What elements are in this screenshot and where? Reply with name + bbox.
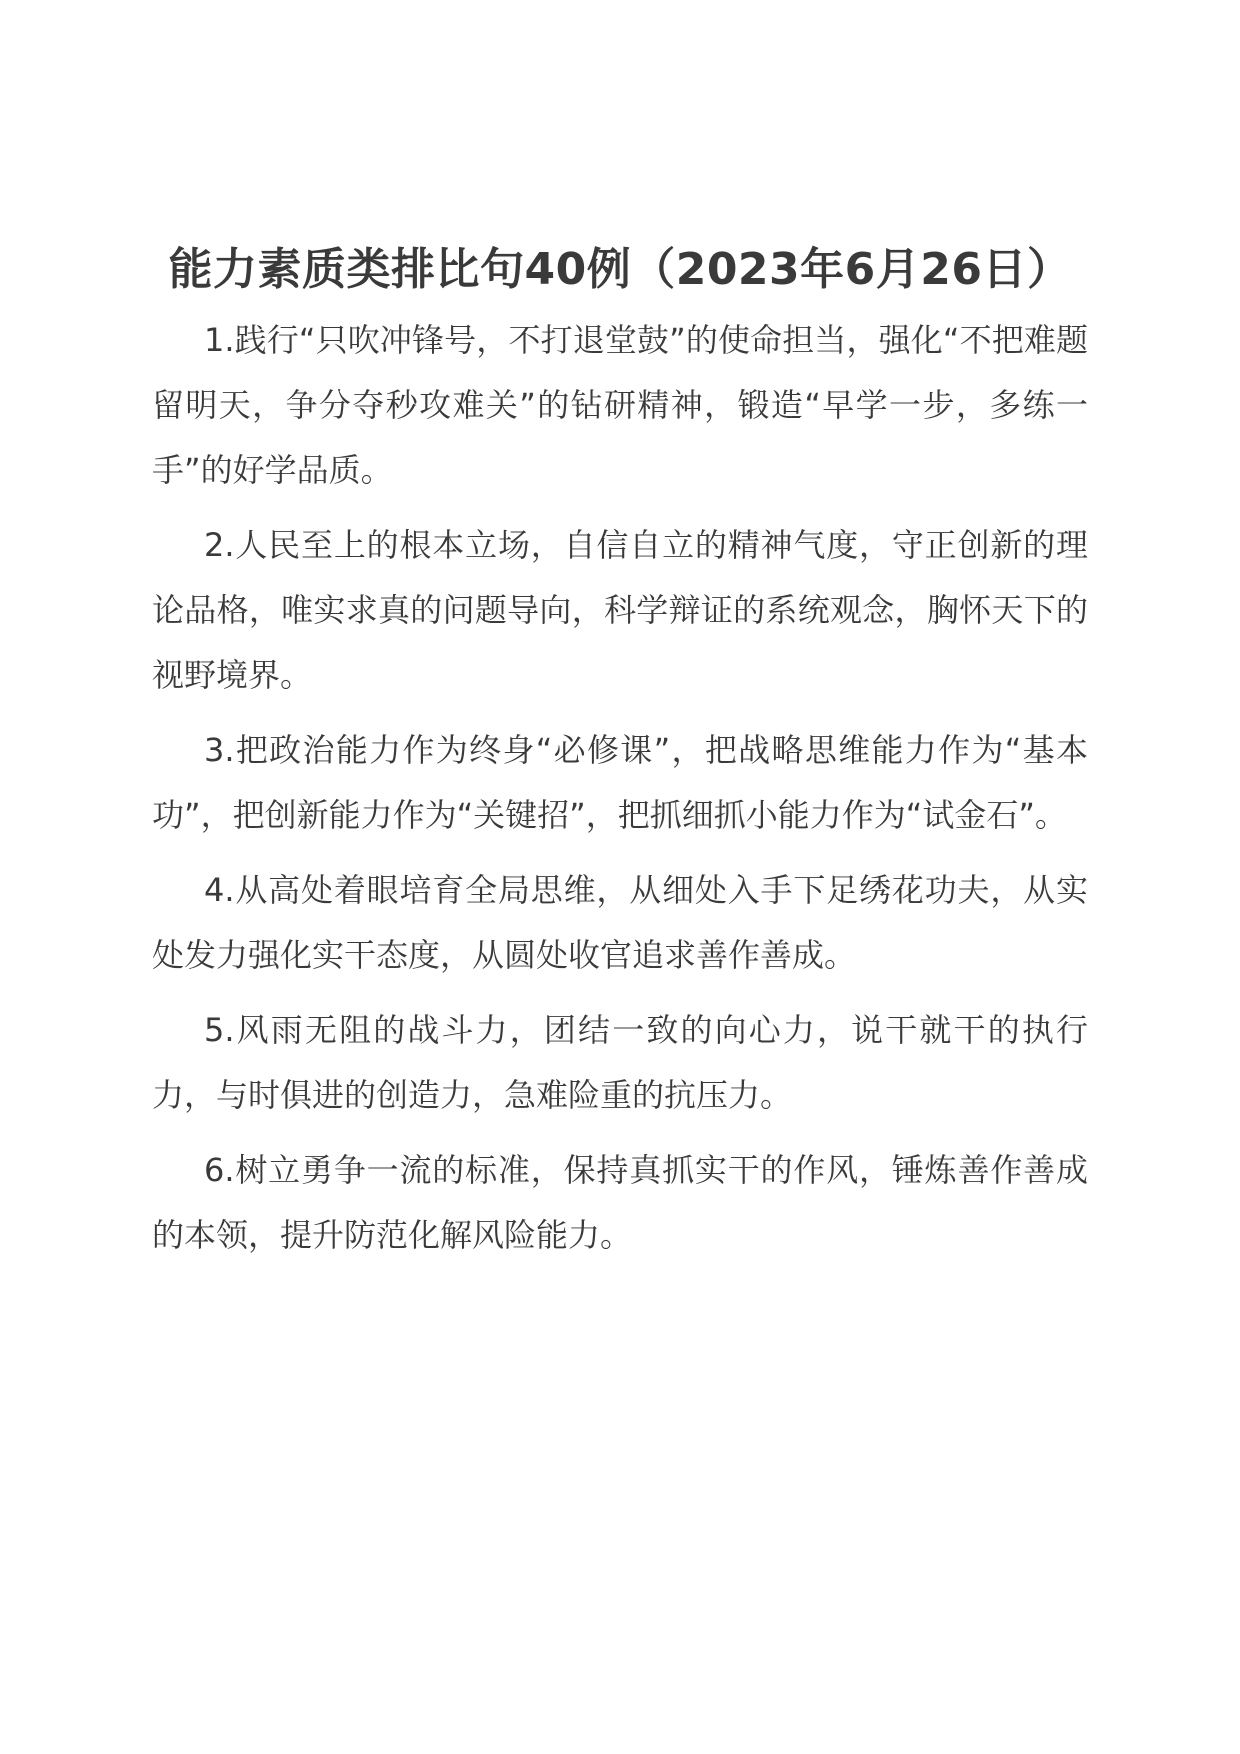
document-body	[152, 308, 1088, 1268]
paragraph-4: 4.从高处着眼培育全局思维，从细处入手下足绣花功夫，从实处发力强化实干态度，从圆处收官追求善作善成。	[152, 871, 1088, 974]
paragraph-5: 5.风雨无阻的战斗力，团结一致的向心力，说干就干的执行力，与时俱进的创造力，急难险重的抗压力。	[152, 1011, 1088, 1114]
document-title: 能力素质类排比句40例（2023年6月26日）	[168, 244, 1072, 295]
paragraph-3: 3.把政治能力作为终身“必修课”，把战略思维能力作为“基本功”，把创新能力作为“关键招”，把抓细抓小能力作为“试金石”。	[152, 731, 1088, 834]
document-page	[152, 238, 1088, 1278]
paragraph-2: 2.人民至上的根本立场，自信自立的精神气度，守正创新的理论品格，唯实求真的问题导向，科学辩证的系统观念，胸怀天下的视野境界。	[152, 526, 1088, 694]
paragraph-6: 6.树立勇争一流的标准，保持真抓实干的作风，锤炼善作善成的本领，提升防范化解风险能力。	[152, 1151, 1088, 1254]
paragraph-1: 1.践行“只吹冲锋号，不打退堂鼓”的使命担当，强化“不把难题留明天，争分夺秒攻难关”的钻研精神，锻造“早学一步，多练一手”的好学品质。	[152, 321, 1088, 489]
